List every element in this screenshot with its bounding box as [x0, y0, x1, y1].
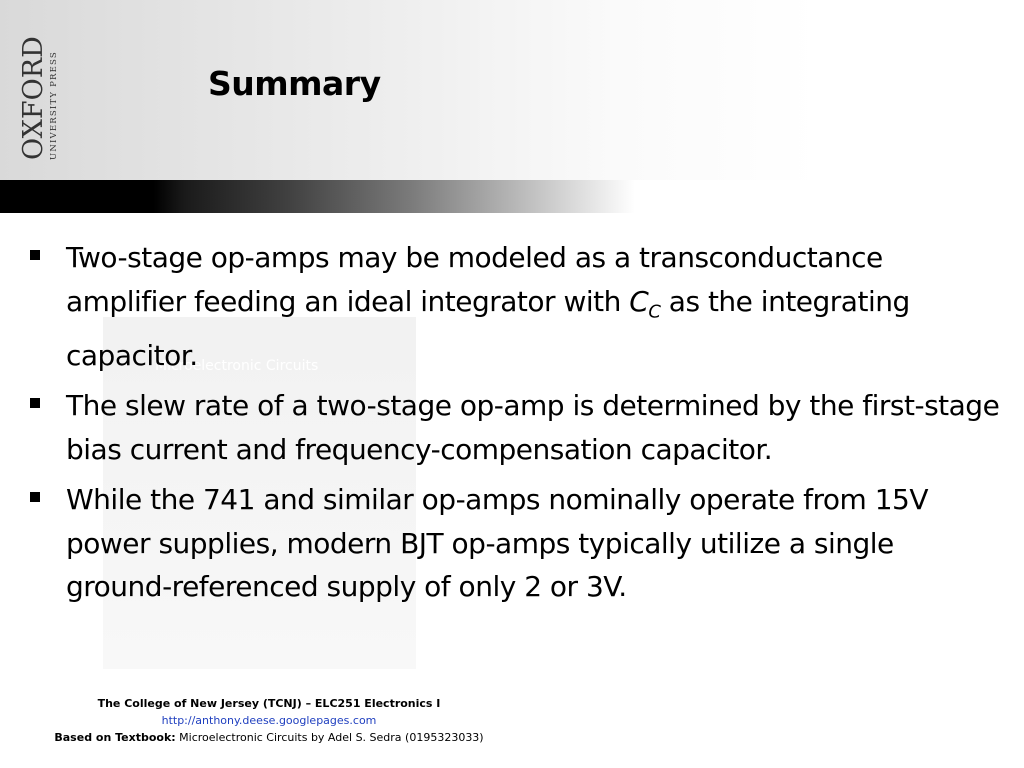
- header-divider-band: [0, 180, 1024, 213]
- footer-course: The College of New Jersey (TCNJ) – ELC251 Electronics I: [97, 697, 441, 710]
- variable-c: C: [629, 284, 649, 318]
- logo-main-text: OXFORD: [18, 36, 49, 160]
- footer-textbook-label: Based on Textbook:: [54, 731, 176, 744]
- bullet-item: [28, 478, 1003, 609]
- bullet-text-after: as the integrating capacitor.: [66, 284, 910, 372]
- footer-textbook: [0, 731, 538, 744]
- square-bullet-icon: [30, 250, 40, 260]
- variable-subscript: C: [648, 301, 661, 323]
- bullet-text: While the 741 and similar op-amps nominally operate from 15V power supplies, modern BJT op-amps typically utilize a single ground-referenced supply of only 2 or 3V.: [66, 483, 928, 604]
- square-bullet-icon: [30, 398, 40, 408]
- bullet-text-before: Two-stage op-amps may be modeled as a transconductance amplifier feeding an ideal integrator with: [66, 241, 883, 318]
- bullet-item: [28, 236, 1003, 377]
- footer-textbook-text: Microelectronic Circuits by Adel S. Sedra (0195323033): [175, 731, 484, 744]
- bullet-text: The slew rate of a two-stage op-amp is determined by the first-stage bias current and frequency-compensation capacitor.: [66, 389, 1000, 466]
- bullet-list: [28, 236, 1003, 616]
- logo-sub-text: UNIVERSITY PRESS: [49, 51, 59, 160]
- square-bullet-icon: [30, 492, 40, 502]
- footer-url-link[interactable]: http://anthony.deese.googlepages.com: [161, 714, 377, 727]
- header-background: [0, 0, 1024, 180]
- bullet-item: [28, 384, 1003, 471]
- slide-title: Summary: [208, 64, 381, 103]
- watermark-text: Microelectronic Circuits: [155, 358, 319, 374]
- oxford-logo: [14, 18, 64, 163]
- oxford-logo-icon: [14, 18, 64, 163]
